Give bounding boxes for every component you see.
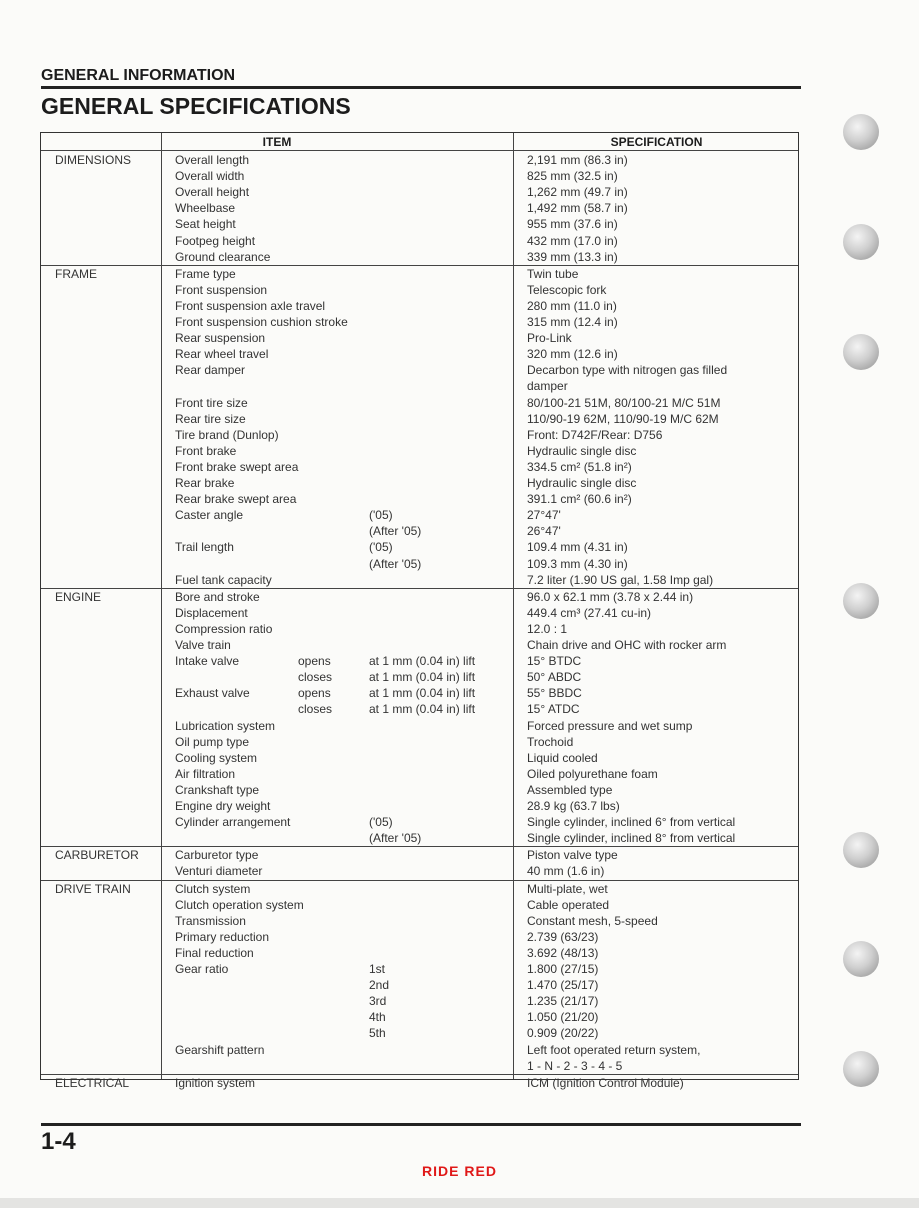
category-label: CARBURETOR [55,848,139,863]
spec-value: ICM (Ignition Control Module) [527,1075,684,1090]
item-label: Engine dry weight [175,799,271,813]
item-label: Air filtration [175,766,236,781]
item-label: Gear ratio [175,962,229,976]
page-title: GENERAL SPECIFICATIONS [41,93,351,119]
spec-value: 110/90-19 62M, 110/90-19 M/C 62M [527,411,719,426]
item-label: Final reduction [175,945,254,960]
spec-value: 109.3 mm (4.30 in) [527,556,628,571]
spec-value: 955 mm (37.6 in) [527,217,618,232]
item-condition: (After '05) [369,556,422,571]
item-label: Valve train [175,638,231,652]
item-label: Caster angle [175,508,244,523]
spec-value: 449.4 cm³ (27.41 cu-in) [527,605,652,620]
spec-value: 96.0 x 62.1 mm (3.78 x 2.44 in) [527,589,694,604]
specifications-table [40,132,799,1090]
spec-value: Twin tube [527,266,579,281]
item-label: Lubrication system [175,718,276,733]
item-label: Carburetor type [175,848,259,863]
item-label: Ground clearance [175,249,271,264]
category-divider [161,133,162,1079]
item-label: Overall length [175,153,250,167]
spec-value: 55° BBDC [527,686,582,701]
spec-value: 825 mm (32.5 in) [527,169,618,184]
binder-hole-icon [843,583,879,619]
item-condition: ('05) [369,540,393,555]
group-divider [41,846,798,847]
item-label: Overall width [175,169,245,184]
item-label: Rear brake [175,476,235,490]
category-label: DRIVE TRAIN [55,881,131,896]
spec-value: 26°47' [527,524,561,539]
spec-value: 80/100-21 51M, 80/100-21 M/C 51M [527,395,721,410]
item-label: Transmission [175,913,246,928]
item-label: Rear brake swept area [175,492,297,507]
spec-value: 109.4 mm (4.31 in) [527,540,628,555]
spec-value: 1 - N - 2 - 3 - 4 - 5 [527,1058,623,1073]
spec-value: Forced pressure and wet sump [527,718,693,733]
spec-value: Trochoid [527,734,574,749]
item-label: Rear tire size [175,411,246,426]
group-divider [41,1074,798,1075]
spec-value: 28.9 kg (63.7 lbs) [527,799,620,813]
spec-value: damper [527,379,568,394]
group-divider [41,880,798,881]
item-sublabel: opens [298,654,331,669]
spec-value: 15° BTDC [527,654,582,669]
spec-value: 3.692 (48/13) [527,945,599,960]
item-condition: at 1 mm (0.04 in) lift [369,670,476,685]
item-label: Wheelbase [175,201,236,216]
spec-value: 2.739 (63/23) [527,929,599,944]
spec-value: Oiled polyurethane foam [527,766,658,781]
spec-value: 1.800 (27/15) [527,962,599,976]
item-condition: at 1 mm (0.04 in) lift [369,702,476,717]
item-condition: 4th [369,1010,386,1025]
item-label: Seat height [175,217,236,232]
binder-hole-icon [843,224,879,260]
spec-value: Cable operated [527,897,610,912]
spec-value: Hydraulic single disc [527,443,637,458]
item-condition: ('05) [369,815,393,830]
item-label: Crankshaft type [175,782,260,797]
item-label: Rear damper [175,363,246,378]
category-label: FRAME [55,266,97,281]
spec-value: 1.470 (25/17) [527,978,599,993]
item-label: Fuel tank capacity [175,572,272,587]
column-header-item: ITEM [262,135,292,149]
item-condition: (After '05) [369,524,422,539]
spec-value: Left foot operated return system, [527,1042,701,1057]
item-label: Intake valve [175,654,240,669]
spec-value: 27°47' [527,508,561,523]
item-label: Front brake swept area [175,459,299,474]
page-edge [0,1198,919,1208]
item-condition: 1st [369,962,386,976]
item-label: Compression ratio [175,621,273,636]
spec-value: 50° ABDC [527,670,582,685]
spec-value: 391.1 cm² (60.6 in²) [527,492,632,507]
spec-value: 12.0 : 1 [527,621,568,636]
item-sublabel: closes [298,702,333,717]
binder-hole-icon [843,334,879,370]
spec-value: Constant mesh, 5-speed [527,913,658,928]
binder-hole-icon [843,114,879,150]
item-label: Clutch operation system [175,897,304,912]
spec-value: 320 mm (12.6 in) [527,347,618,362]
item-label: Primary reduction [175,929,270,944]
spec-value: 7.2 liter (1.90 US gal, 1.58 Imp gal) [527,572,714,587]
spec-value: 0.909 (20/22) [527,1026,599,1041]
item-condition: (After '05) [369,831,422,846]
binder-hole-icon [843,941,879,977]
spec-divider [513,133,514,1079]
item-label: Bore and stroke [175,589,260,604]
item-condition: 3rd [369,994,387,1009]
spec-value: Piston valve type [527,848,618,863]
item-label: Cylinder arrangement [175,815,291,830]
item-label: Exhaust valve [175,686,250,701]
spec-value: Single cylinder, inclined 6° from vertical [527,815,736,830]
spec-value: Pro-Link [527,331,572,346]
spec-value: 2,191 mm (86.3 in) [527,153,628,167]
spec-value: 432 mm (17.0 in) [527,233,618,248]
item-label: Gearshift pattern [175,1042,265,1057]
item-label: Front suspension axle travel [175,298,326,313]
spec-value: 1,262 mm (49.7 in) [527,185,628,200]
category-label: ELECTRICAL [55,1075,130,1090]
item-condition: at 1 mm (0.04 in) lift [369,686,476,701]
spec-value: 339 mm (13.3 in) [527,249,618,264]
page-number: 1-4 [41,1123,801,1156]
binder-hole-icon [843,832,879,868]
spec-value: 280 mm (11.0 in) [527,298,617,313]
item-label: Clutch system [175,881,251,896]
item-label: Rear suspension [175,331,266,346]
item-label: Displacement [175,605,248,620]
item-label: Overall height [175,185,250,200]
spec-value: 15° ATDC [527,702,580,717]
item-label: Footpeg height [175,233,256,248]
item-condition: at 1 mm (0.04 in) lift [369,654,476,669]
spec-value: 1.235 (21/17) [527,994,599,1009]
column-header-spec: SPECIFICATION [610,135,703,149]
item-label: Venturi diameter [175,864,263,879]
spec-value: Liquid cooled [527,750,598,765]
item-condition: ('05) [369,508,393,523]
binder-hole-icon [843,1051,879,1087]
category-label: DIMENSIONS [55,153,132,167]
spec-value: Chain drive and OHC with rocker arm [527,638,727,652]
spec-value: Telescopic fork [527,282,607,297]
category-label: ENGINE [55,589,102,604]
item-label: Front suspension [175,282,268,297]
item-label: Rear wheel travel [175,347,269,362]
item-label: Ignition system [175,1075,256,1090]
item-label: Front brake [175,443,237,458]
spec-value: Decarbon type with nitrogen gas filled [527,363,728,378]
item-label: Front tire size [175,395,248,410]
spec-value: Multi-plate, wet [527,881,608,896]
item-condition: 2nd [369,978,390,993]
item-label: Frame type [175,266,236,281]
item-label: Cooling system [175,750,258,765]
spec-value: Hydraulic single disc [527,476,637,490]
item-label: Tire brand (Dunlop) [175,427,279,442]
spec-value: 1.050 (21/20) [527,1010,599,1025]
item-sublabel: opens [298,686,331,701]
spec-value: 334.5 cm² (51.8 in²) [527,459,632,474]
spec-value: Single cylinder, inclined 8° from vertical [527,831,736,846]
spec-value: 1,492 mm (58.7 in) [527,201,628,216]
spec-value: 40 mm (1.6 in) [527,864,605,879]
item-label: Trail length [175,540,234,555]
item-label: Front suspension cushion stroke [175,315,348,329]
item-condition: 5th [369,1026,386,1041]
brand-logo-text: RIDE RED [422,1163,497,1179]
spec-value: Front: D742F/Rear: D756 [527,427,663,442]
item-label: Oil pump type [175,734,250,749]
group-divider [41,265,798,266]
section-title: GENERAL INFORMATION [41,67,801,89]
spec-value: 315 mm (12.4 in) [527,315,618,329]
item-sublabel: closes [298,670,333,685]
spec-value: Assembled type [527,782,613,797]
